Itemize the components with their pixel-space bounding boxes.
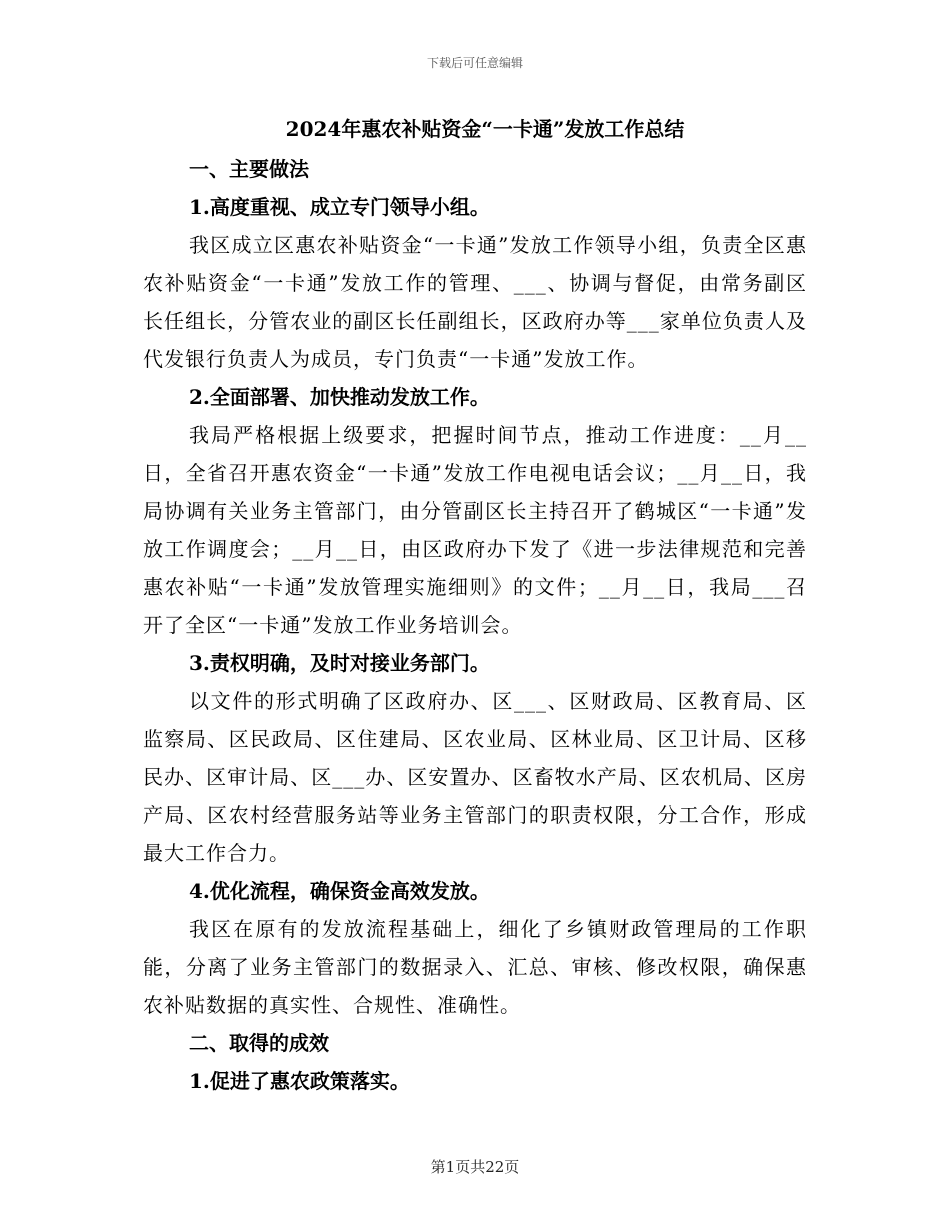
paragraph: 我局严格根据上级要求，把握时间节点，推动工作进度：__月__日，全省召开惠农资金“一卡通”发放工作电视电话会议；__月__日，我局协调有关业务主管部门，由分管副区长主持召开了鹤城区“一卡通”发放工作调度会；__月__日，由区政府办下发了《进一步法律规范和完善惠农补贴“一卡通”发放管理实施细则》的文件；__月__日，我局___召开了全区“一卡通”发放工作业务培训会。 — [143, 423, 807, 637]
subsection-heading: 1.促进了惠农政策落实。 — [189, 1069, 410, 1093]
page-footer: 第1页共22页 — [430, 1158, 520, 1176]
paragraph: 我区成立区惠农补贴资金“一卡通”发放工作领导小组，负责全区惠农补贴资金“一卡通”发放工作的管理、___、协调与督促，由常务副区长任组长，分管农业的副区长任副组长，区政府办等___家单位负责人及代发银行负责人为成员，专门负责“一卡通”发放工作。 — [143, 233, 807, 371]
subsection-heading: 3.责权明确，及时对接业务部门。 — [189, 651, 490, 675]
document-title: 2024年惠农补贴资金“一卡通”发放工作总结 — [285, 117, 685, 141]
paragraph: 以文件的形式明确了区政府办、区___、区财政局、区教育局、区监察局、区民政局、区住建局、区农业局、区林业局、区卫计局、区移民办、区审计局、区___办、区安置办、区畜牧水产局、区农机局、区房产局、区农村经营服务站等业务主管部门的职责权限，分工合作，形成最大工作合力。 — [143, 689, 807, 865]
paragraph: 我区在原有的发放流程基础上，细化了乡镇财政管理局的工作职能，分离了业务主管部门的数据录入、汇总、审核、修改权限，确保惠农补贴数据的真实性、合规性、准确性。 — [143, 917, 807, 1017]
section-heading: 二、取得的成效 — [189, 1031, 329, 1055]
subsection-heading: 2.全面部署、加快推动发放工作。 — [189, 385, 490, 409]
header-note: 下载后可任意编辑 — [426, 56, 523, 70]
subsection-heading: 1.高度重视、成立专门领导小组。 — [189, 195, 490, 219]
subsection-heading: 4.优化流程，确保资金高效发放。 — [189, 879, 490, 903]
section-heading: 一、主要做法 — [189, 157, 309, 181]
document-body — [143, 112, 807, 1100]
